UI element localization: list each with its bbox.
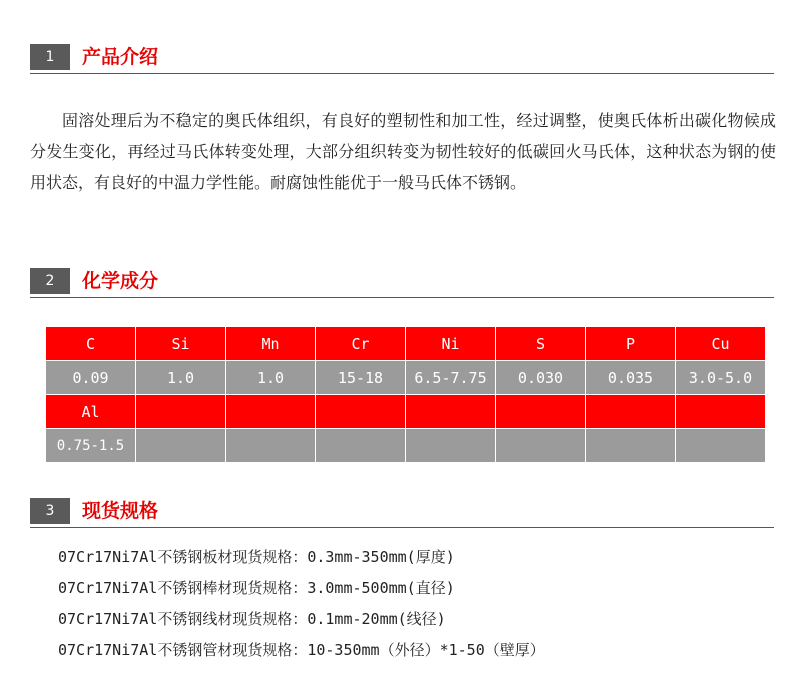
- table-header-cell: Cu: [676, 327, 765, 360]
- table-header-cell: [496, 395, 585, 428]
- table-header-cell: [226, 395, 315, 428]
- section-title: 化学成分: [82, 270, 159, 292]
- table-value-cell: [586, 429, 675, 462]
- stock-spec-list: [58, 542, 545, 666]
- table-value-cell: [496, 429, 585, 462]
- section-header-product-intro: [30, 43, 774, 74]
- chemical-composition-table: [45, 326, 766, 463]
- product-intro-paragraph: 固溶处理后为不稳定的奥氏体组织，有良好的塑韧性和加工性，经过调整，使奥氏体析出碳化物候成分发生变化，再经过马氏体转变处理，大部分组织转变为韧性较好的低碳回火马氏体，这种状态为钢的使用状态，有良好的中温力学性能。耐腐蚀性能优于一般马氏体不锈钢。: [30, 111, 776, 192]
- table-header-row: [46, 327, 765, 360]
- table-header-cell: C: [46, 327, 135, 360]
- section-number: 3: [30, 498, 70, 524]
- table-value-cell: [136, 429, 225, 462]
- spec-item-plate: 07Cr17Ni7Al不锈钢板材现货规格：0.3mm-350mm(厚度): [58, 548, 455, 566]
- section-title: 现货规格: [82, 500, 159, 522]
- table-value-cell: 0.75-1.5: [46, 429, 135, 462]
- table-value-cell: 6.5-7.75: [406, 361, 495, 394]
- table-header-cell: [406, 395, 495, 428]
- table-header-cell: Al: [46, 395, 135, 428]
- spec-item-wire: 07Cr17Ni7Al不锈钢线材现货规格：0.1mm-20mm(线径): [58, 610, 446, 628]
- section-number: 2: [30, 268, 70, 294]
- table-value-cell: [676, 429, 765, 462]
- table-header-cell: Si: [136, 327, 225, 360]
- table-value-cell: 0.035: [586, 361, 675, 394]
- spec-item-tube: 07Cr17Ni7Al不锈钢管材现货规格：10-350mm（外径）*1-50（壁厚）: [58, 641, 545, 659]
- section-header-stock-specs: [30, 497, 774, 528]
- table-value-cell: [406, 429, 495, 462]
- table-header-cell: [136, 395, 225, 428]
- table-header-cell: [316, 395, 405, 428]
- table-value-cell: 3.0-5.0: [676, 361, 765, 394]
- table-value-cell: 1.0: [136, 361, 225, 394]
- section-title: 产品介绍: [82, 46, 159, 68]
- table-value-row: [46, 429, 765, 462]
- table-value-row: [46, 361, 765, 394]
- table-value-cell: 15-18: [316, 361, 405, 394]
- table-header-cell: S: [496, 327, 585, 360]
- table-value-cell: 0.030: [496, 361, 585, 394]
- table-header-cell: Ni: [406, 327, 495, 360]
- table-header-cell: Cr: [316, 327, 405, 360]
- table-value-cell: 1.0: [226, 361, 315, 394]
- table-header-cell: [676, 395, 765, 428]
- table-header-cell: P: [586, 327, 675, 360]
- table-value-cell: [316, 429, 405, 462]
- spec-item-bar: 07Cr17Ni7Al不锈钢棒材现货规格：3.0mm-500mm(直径): [58, 579, 455, 597]
- table-value-cell: [226, 429, 315, 462]
- section-header-chemical-composition: [30, 267, 774, 298]
- section-number: 1: [30, 44, 70, 70]
- table-header-cell: [586, 395, 675, 428]
- table-header-cell: Mn: [226, 327, 315, 360]
- table-header-row: [46, 395, 765, 428]
- table-value-cell: 0.09: [46, 361, 135, 394]
